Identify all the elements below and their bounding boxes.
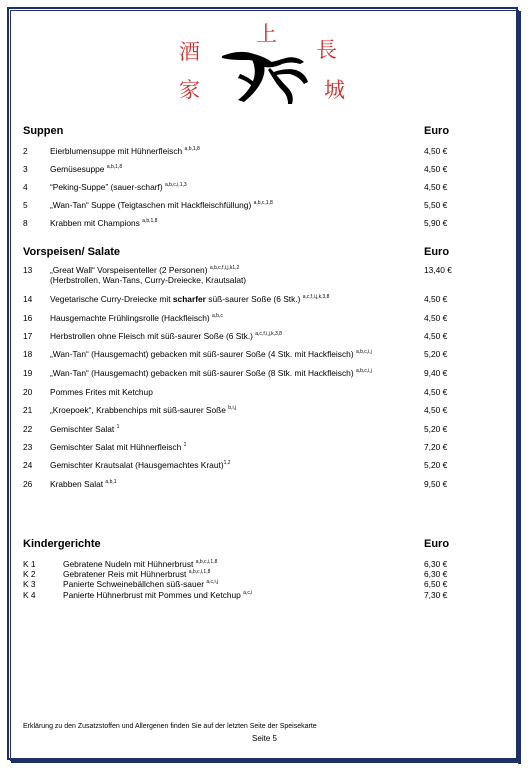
page-shadow-bottom	[11, 760, 521, 763]
logo-char-right-bottom: 城	[324, 78, 345, 102]
item-name: Hausgemachte Frühlingsrolle (Hackfleisch) $^{a,b,c}$	[50, 313, 223, 323]
item-number: 2	[23, 146, 28, 156]
item-price: 5,20 €	[424, 460, 448, 470]
item-name: „Wan-Tan“ (Hausgemacht) gebacken mit süß-saurer Soße (8 Stk. mit Hackfleisch) $^{a,b,c,i,j}$	[50, 368, 372, 378]
item-price: 4,50 €	[424, 405, 448, 415]
item-number: 22	[23, 424, 33, 434]
allergen-codes: 1	[116, 424, 120, 430]
item-price: 4,50 €	[424, 313, 448, 323]
item-name: „Kroepoek“, Krabbenchips mit süß-saurer Soße $^{b,i,j}$	[50, 405, 237, 415]
logo-char-left-bottom: 家	[179, 78, 200, 102]
allergen-codes: a,b,c,i,1,3	[164, 182, 187, 188]
allergen-codes: a,b,c,i,1,8	[188, 569, 211, 575]
page-border-inner	[10, 10, 519, 761]
item-number: 4	[23, 182, 28, 192]
logo-char-top: 上	[256, 22, 277, 46]
item-name: Gemüsesuppe $^{a,b,1,8}$	[50, 164, 123, 174]
item-name: “Peking-Suppe” (sauer-scharf) $^{a,b,c,i,1,3}$	[50, 182, 187, 192]
item-number: 16	[23, 313, 33, 323]
item-price: 13,40 €	[424, 265, 452, 275]
item-price: 7,20 €	[424, 442, 448, 452]
item-number: 5	[23, 200, 28, 210]
item-number: 13	[23, 265, 33, 275]
item-name: Herbstrollen ohne Fleisch mit süß-saurer Soße (6 Stk.) $^{a,c,f,i,j,k,3,8}$	[50, 331, 282, 341]
item-name: Gemischter Salat $^1$	[50, 424, 120, 434]
allergen-codes: a,b,c,1,8	[253, 200, 273, 206]
item-name: „Wan-Tan“ (Hausgemacht) gebacken mit süß-saurer Soße (4 Stk. mit Hackfleisch) $^{a,b,c,i,j}$	[50, 349, 372, 359]
allergen-codes: a,b,c,f,i,j,k1,2	[209, 265, 240, 271]
item-price: 9,40 €	[424, 368, 448, 378]
item-price: 6,30 €	[424, 569, 448, 579]
item-price: 4,50 €	[424, 387, 448, 397]
page-shadow-right	[518, 11, 521, 764]
allergen-codes: a,b,1,8	[184, 146, 200, 152]
item-price: 5,90 €	[424, 218, 448, 228]
allergen-codes: a,b,c,i,j	[355, 368, 372, 374]
item-name: Panierte Hühnerbrust mit Pommes und Ketchup $^{a,c,i}$	[63, 590, 253, 600]
great-wall-brush-icon	[170, 22, 360, 112]
item-price: 9,50 €	[424, 479, 448, 489]
item-number: K 4	[23, 590, 36, 600]
allergen-footnote: Erklärung zu den Zusatzstoffen und Allergenen finden Sie auf der letzten Seite der Speisekarte	[23, 723, 317, 730]
item-number: 24	[23, 460, 33, 470]
item-number: 14	[23, 294, 33, 304]
allergen-codes: a,b,1,8	[142, 218, 158, 224]
item-price: 6,30 €	[424, 559, 448, 569]
item-number: 8	[23, 218, 28, 228]
item-name: Krabben mit Champions $^{a,b,1,8}$	[50, 218, 158, 228]
restaurant-logo	[170, 22, 360, 112]
item-name: Gemischter Krautsalat (Hausgemachtes Kraut)$^{1,2}$	[50, 460, 231, 470]
section-title-kinder: Kindergerichte	[23, 538, 101, 550]
allergen-codes: a,b,c,i,j	[355, 349, 372, 355]
item-name: Vegetarische Curry-Dreiecke mit scharfer süß-saurer Soße (6 Stk.) $^{a,c,f,i,j,k,3,8}$	[50, 294, 330, 304]
allergen-codes: a,c,i	[243, 590, 253, 596]
item-description: (Herbstrollen, Wan-Tans, Curry-Dreiecke, Krautsalat)	[50, 275, 247, 285]
item-name: Eierblumensuppe mit Hühnerfleisch $^{a,b,1,8}$	[50, 146, 200, 156]
item-price: 4,50 €	[424, 146, 448, 156]
allergen-codes: a,c,f,i,j,k,3,8	[302, 294, 330, 300]
item-number: K 2	[23, 569, 36, 579]
section-euro-kinder: Euro	[424, 538, 450, 550]
item-number: 3	[23, 164, 28, 174]
item-number: K 3	[23, 579, 36, 589]
item-number: K 1	[23, 559, 36, 569]
section-euro-vorspeisen: Euro	[424, 246, 450, 258]
item-price: 4,50 €	[424, 182, 448, 192]
allergen-codes: 1,2	[223, 460, 231, 466]
allergen-codes: 1	[183, 442, 187, 448]
allergen-codes: a,b,1	[105, 479, 117, 485]
item-number: 26	[23, 479, 33, 489]
allergen-codes: a,b,c,i,1,8	[195, 559, 218, 565]
section-euro-suppen: Euro	[424, 125, 450, 137]
item-price: 5,50 €	[424, 200, 448, 210]
item-name: „Great Wall“ Vorspeisenteller (2 Personen) $^{a,b,c,f,i,j,k1,2}$ (Herbstrollen, Wan-Tans, Curry-Dreiecke, Krautsalat)	[50, 265, 247, 285]
item-price: 4,50 €	[424, 331, 448, 341]
logo-char-right-top: 長	[316, 38, 337, 62]
page-number: Seite 5	[252, 734, 277, 743]
item-name: Panierte Schweinebällchen süß-sauer $^{a,c,i,j}$	[63, 579, 219, 589]
item-name: Gemischter Salat mit Hühnerfleisch $^1$	[50, 442, 187, 452]
item-price: 5,20 €	[424, 349, 448, 359]
item-name: Gebratene Nudeln mit Hühnerbrust $^{a,b,c,i,1,8}$	[63, 559, 218, 569]
item-name: Krabben Salat $^{a,b,1}$	[50, 479, 117, 489]
item-number: 20	[23, 387, 33, 397]
section-title-suppen: Suppen	[23, 125, 64, 137]
allergen-codes: a,b,c	[211, 313, 223, 319]
logo-char-left-top: 酒	[179, 40, 200, 64]
item-name: „Wan-Tan“ Suppe (Teigtaschen mit Hackfleischfüllung) $^{a,b,c,1,8}$	[50, 200, 273, 210]
item-number: 17	[23, 331, 33, 341]
item-name: Pommes Frites mit Ketchup	[50, 387, 153, 397]
item-price: 4,50 €	[424, 164, 448, 174]
allergen-codes: a,b,1,8	[106, 164, 123, 170]
item-price: 6,50 €	[424, 579, 448, 589]
allergen-codes: a,c,i,j	[206, 579, 219, 585]
item-number: 23	[23, 442, 33, 452]
item-price: 4,50 €	[424, 294, 448, 304]
item-name: Gebratener Reis mit Hühnerbrust $^{a,b,c,i,1,8}$	[63, 569, 211, 579]
item-number: 21	[23, 405, 33, 415]
item-number: 18	[23, 349, 33, 359]
item-number: 19	[23, 368, 33, 378]
item-price: 5,20 €	[424, 424, 448, 434]
allergen-codes: b,i,j	[228, 405, 237, 411]
section-title-vorspeisen: Vorspeisen/ Salate	[23, 246, 121, 258]
allergen-codes: a,c,f,i,j,k,3,8	[255, 331, 282, 337]
item-price: 7,30 €	[424, 590, 448, 600]
